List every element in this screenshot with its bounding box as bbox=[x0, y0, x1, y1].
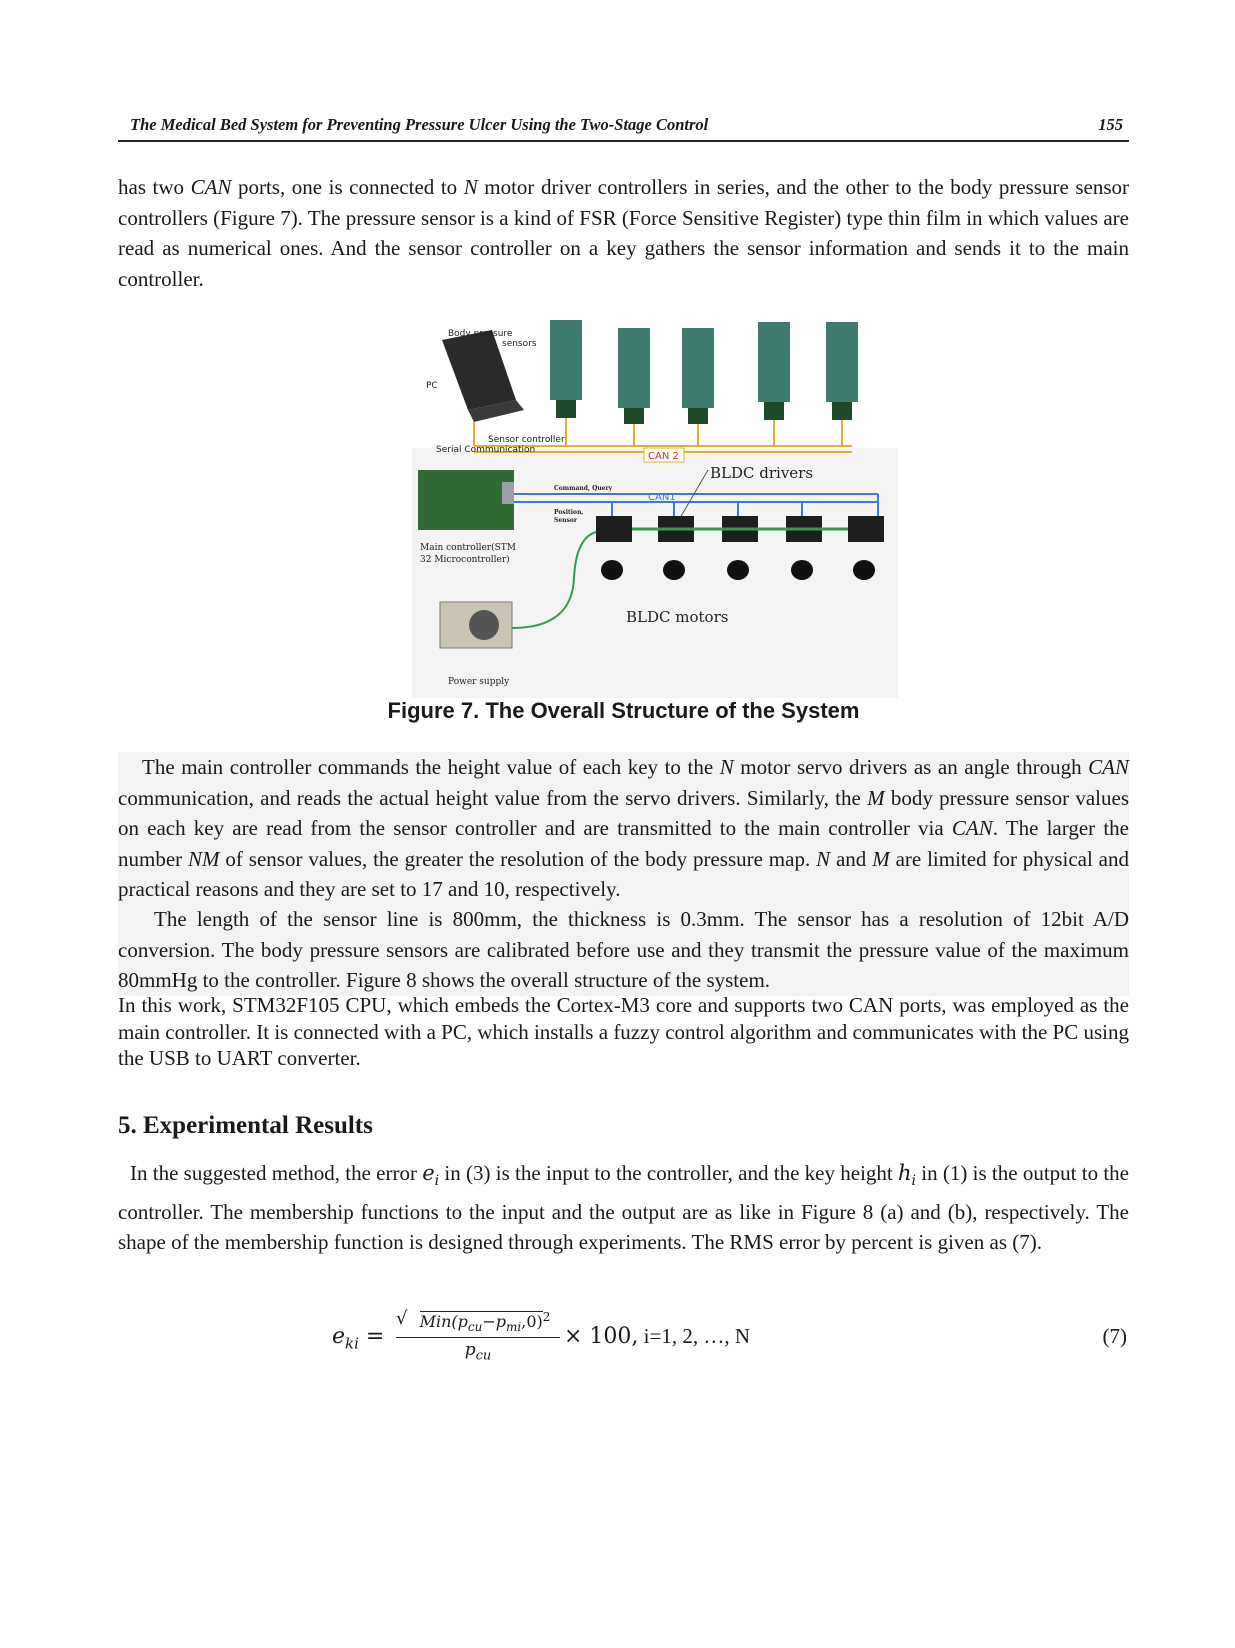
fig-label-sensors: sensors bbox=[502, 339, 537, 349]
fig-label-power-supply: Power supply bbox=[448, 677, 510, 687]
figure-caption: Figure 7. The Overall Structure of the System bbox=[387, 698, 860, 723]
fig-label-main-controller-2: 32 Microcontroller) bbox=[420, 555, 510, 565]
fig-label-main-controller-1: Main controller(STM bbox=[420, 543, 516, 553]
fig-label-bldc-motors: BLDC motors bbox=[626, 608, 729, 626]
header-title: The Medical Bed System for Preventing Pressure Ulcer Using the Two-Stage Control bbox=[130, 115, 709, 134]
paragraph-main-controller: The main controller commands the height value of each key to the N motor servo drivers as an angle through CAN communication, and reads the actual height value from the servo drivers. Similarly, the M body pressure sensor values on each key are read from the sensor controller and are transmitted to the main controller via CAN. The larger the number NM of sensor values, the greater the resolution of the body pressure map. N and M are limited for physical and practical reasons and they are set to 17 and 10, respectively. bbox=[118, 752, 1129, 905]
fig-label-can2: CAN 2 bbox=[648, 451, 679, 462]
paragraph-stm32: In this work, STM32F105 CPU, which embeds the Cortex-M3 core and supports two CAN ports, was employed as the main controller. It is connected with a PC, which installs a fuzzy control algorithm and communicates with the PC using the USB to UART converter. bbox=[118, 993, 1129, 1070]
equation-denominator: $p_{cu}$ bbox=[464, 1339, 492, 1363]
equation-lhs: $e_{ki}$ = bbox=[332, 1324, 385, 1353]
system-structure-figure bbox=[412, 318, 898, 698]
main-controller-board bbox=[418, 470, 514, 530]
fig-label-body-pressure: Body pressure bbox=[448, 329, 513, 339]
equation-7 bbox=[118, 1310, 1129, 1374]
paragraph-sensor-line: The length of the sensor line is 800mm, the thickness is 0.3mm. The sensor has a resolution of 12bit A/D conversion. The body pressure sensors are calibrated before use and they transmit the pressure value of the maximum 80mmHg to the controller. Figure 8 shows the overall structure of the system. bbox=[118, 904, 1129, 996]
section-heading: 5. Experimental Results bbox=[118, 1112, 373, 1139]
fig-label-bldc-drivers: BLDC drivers bbox=[710, 464, 814, 482]
paragraph-can-ports: has two CAN ports, one is connected to N motor driver controllers in series, and the other to the body pressure sensor controllers (Figure 7). The pressure sensor is a kind of FSR (Force Sensitive Register) type thin film in which values are read as numerical ones. And the sensor controller on a key gathers the sensor information and sends it to the main controller. bbox=[118, 175, 1129, 291]
fig-label-serial: Serial Communication bbox=[436, 445, 536, 455]
equation-number: (7) bbox=[1102, 1324, 1127, 1348]
equation-fraction bbox=[396, 1310, 560, 1363]
sensor-strips bbox=[550, 320, 858, 424]
page-number: 155 bbox=[1098, 115, 1123, 134]
fig-label-position: Position, bbox=[554, 509, 584, 516]
fig-label-sensor: Sensor bbox=[554, 517, 578, 524]
equation-numerator: √ $Min(p_{cu}-p_{mi},0)^2$ bbox=[396, 1308, 551, 1335]
paragraph-suggested-method: In the suggested method, the error $e_i$ in (3) is the input to the controller, and the key height $h_i$ in (1) is the output to the controller. The membership functions to the input and the output are as like in Figure 8 (a) and (b), respectively. The shape of the membership function is designed through experiments. The RMS error by percent is given as (7). bbox=[118, 1161, 1129, 1255]
fig-label-can1: CAN1 bbox=[648, 492, 676, 503]
fig-label-pc: PC bbox=[426, 381, 438, 391]
fig-label-sensor-controller: Sensor controller bbox=[488, 435, 565, 445]
equation-rhs: × 100, i=1, 2, …, N bbox=[564, 1324, 751, 1349]
running-header bbox=[118, 112, 1129, 142]
fig-label-command-query: Command, Query bbox=[554, 485, 613, 492]
